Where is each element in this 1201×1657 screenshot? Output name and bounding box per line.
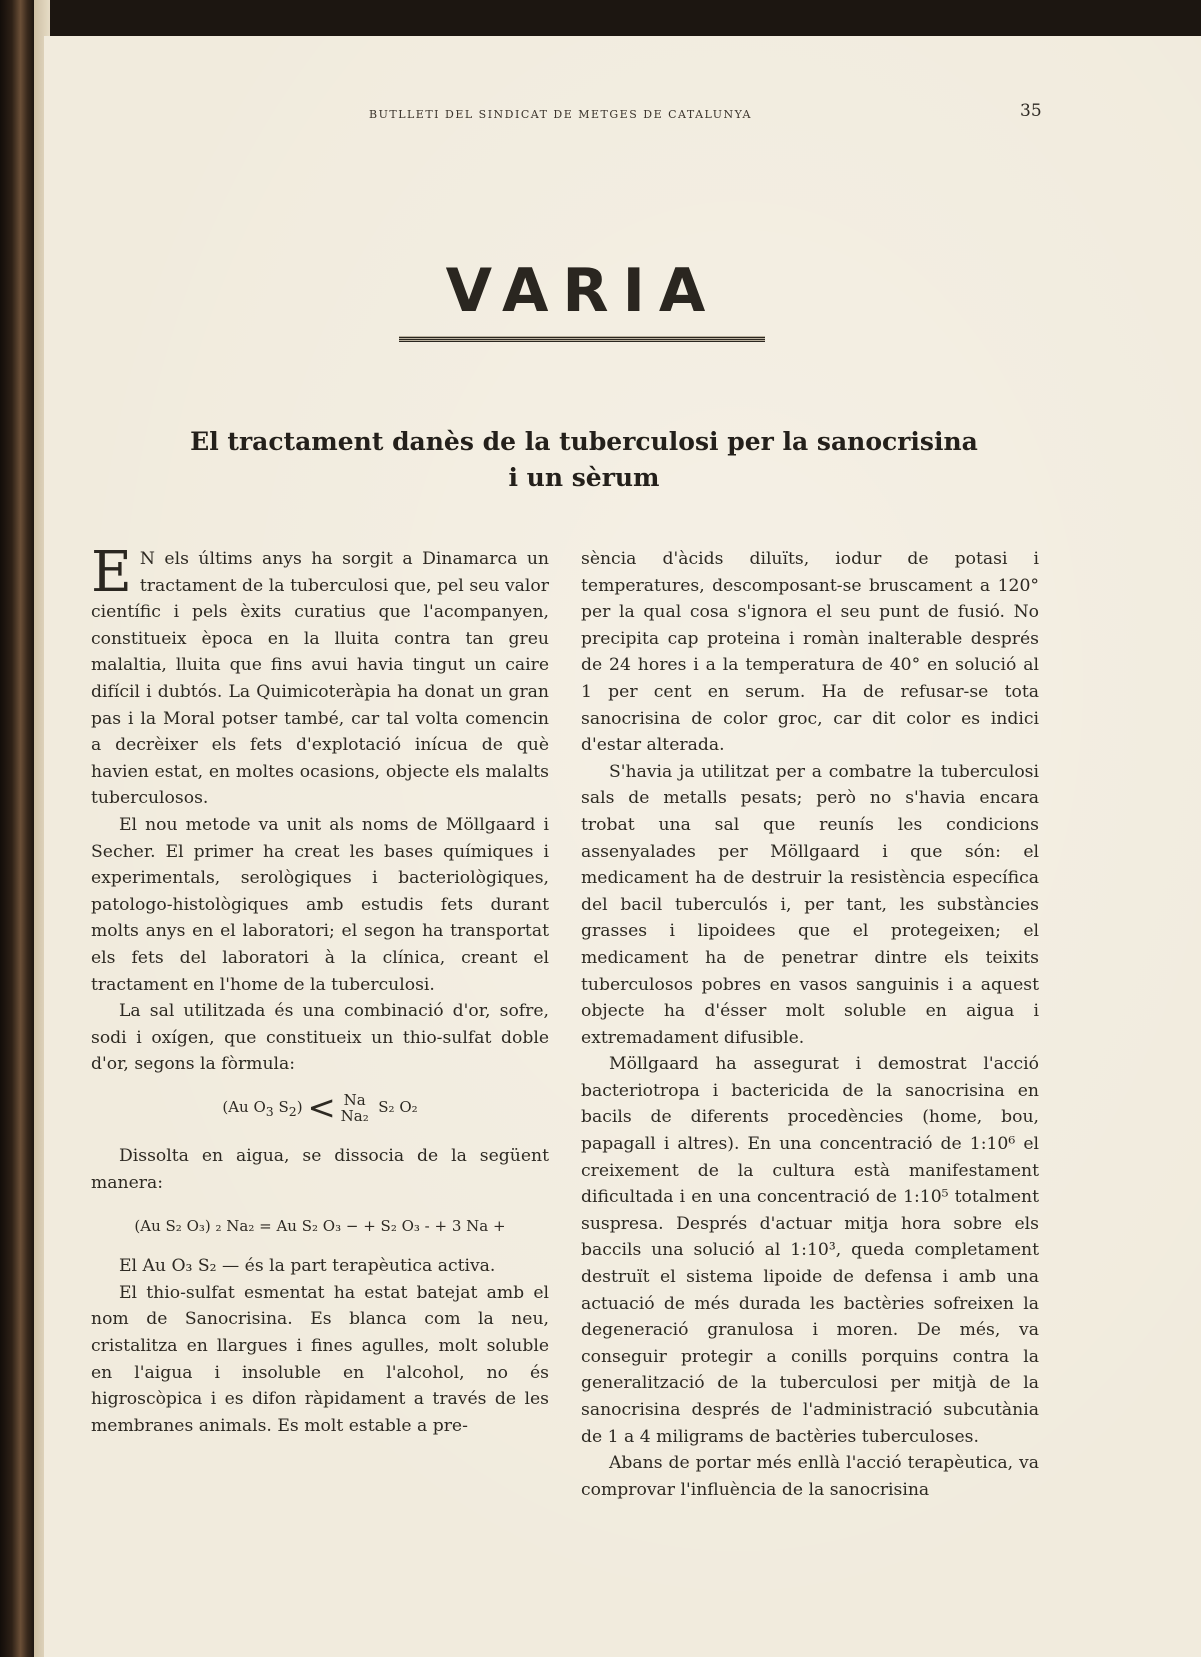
paragraph-8: S'havia ja utilitzat per a combatre la tuberculosi sals de metalls pesats; però no s'havia encara trobat una sal que reunís les condicions assenyalades per Möllgaard i que són: el medicament ha de destruir la resistència específica del bacil tuberculós i, per tant, les substàncies grasses i lipoidees que el protegeixen; el medicament ha de penetrar dintre els teixits tuberculosos pobres en vasos sanguinis i a aquest objecte ha d'ésser molt soluble en aigua i extremadament difusible. xyxy=(581,761,1039,1048)
paragraph-3: La sal utilitzada és una combinació d'or, sofre, sodi i oxígen, que constitueix un thio-sulfat doble d'or, segons la fòrmula: xyxy=(91,1001,549,1075)
article-title-line-2: i un sèrum xyxy=(508,463,660,492)
formula-1-branch: < xyxy=(307,1087,336,1128)
paragraph-5: El Au O₃ S₂ — és la part terapèutica activa. xyxy=(119,1256,496,1277)
section-title: VARIA xyxy=(445,256,720,326)
paragraph-9: Möllgaard ha assegurat i demostrat l'acció bacteriotropa i bactericida de la sanocrisina en bacils de diferents procedències (home, bou, papagall i altres). En una concentració de 1:10⁶ el creixement de la cultura està manifestament dificultada i en una concentració de 1:10⁵ totalment suspresa. Després d'actuar mitja hora sobre els baccils una solució al 1:10³, queda completament destruït el sistema lipoide de defensa i amb una actuació de més durada les bactèries sofreixen la degeneració granulosa i moren. De més, va conseguir protegir a conills porquins contra la generalització de la tuberculosi per mitjà de la sanocrisina després de l'administració subcutània de 1 a 4 miligrams de bactèries tuberculoses. xyxy=(581,1054,1039,1447)
paragraph-7: sència d'àcids diluïts, iodur de potasi i temperatures, descomposant-se bruscament a 120° per la qual cosa s'ignora el seu punt de fusió. No precipita cap proteina i romàn inalterable després de 24 hores i a la temperatura de 40° en solució al 1 per cent en serum. Ha de refusar-se tota sanocrisina de color groc, car dit color es indici d'estar alterada. xyxy=(581,549,1039,756)
article-title xyxy=(144,424,1024,496)
paragraph-10: Abans de portar més enllà l'acció terapèutica, va comprovar l'influència de la sanocrisina xyxy=(581,1453,1039,1500)
formula-2: (Au S₂ O₃) ₂ Na₂ = Au S₂ O₃ − + S₂ O₃ - + 3 Na + xyxy=(134,1216,506,1235)
formula-1-right: S₂ O₂ xyxy=(378,1097,418,1116)
left-column xyxy=(91,540,549,1439)
book-binding xyxy=(0,0,34,1657)
right-column xyxy=(581,546,1039,1503)
page-number: 35 xyxy=(1020,101,1042,121)
paragraph-6: El thio-sulfat esmentat ha estat batejat amb el nom de Sanocrisina. Es blanca com la neu, cristalitza en llargues i fines agulles, molt soluble en l'aigua i insoluble en l'alcohol, no és higroscòpica i es difon ràpidament a través de les membranes animals. Es molt estable a pre- xyxy=(91,1282,549,1436)
article-title-line-1: El tractament danès de la tuberculosi per la sanocrisina xyxy=(190,427,978,456)
scanned-page xyxy=(44,36,1201,1657)
paragraph-1-text: N els últims anys ha sorgit a Dinamarca un tractament de la tuberculosi que, pel seu valor científic i pels èxits curatius que l'acompanyen, constitueix època en la lluita contra tan greu malaltia, lluita que fins avui havia tingut un caire difícil i dubtós. La Quimicoteràpia ha donat un gran pas i la Moral potser també, car tal volta comencin a decrèixer els fets d'explotació inícua de què havien estat, en moltes ocasions, objecte els malalts tuberculosos. xyxy=(91,549,549,809)
drop-cap: E xyxy=(91,540,132,605)
formula-1-stack: Na Na₂ xyxy=(340,1090,369,1125)
formula-1 xyxy=(91,1087,549,1128)
paragraph-4: Dissolta en aigua, se dissocia de la següent manera: xyxy=(91,1146,549,1194)
paragraph-2: El nou metode va unit als noms de Möllgaard i Secher. El primer ha creat les bases químiques i experimentals, serològiques i bacteriològiques, patologo-histològiques amb estudis fets durant molts anys en el laboratori; el segon ha transportat els fets del laboratori à la clínica, creant el tractament en l'home de la tuberculosi. xyxy=(91,814,549,995)
running-head: BUTLLETI DEL SINDICAT DE METGES DE CATALUNYA xyxy=(369,108,752,121)
paragraph-1 xyxy=(91,540,549,812)
formula-1-left: (Au $O_3$ $S_2$) xyxy=(222,1097,303,1119)
section-title-rule xyxy=(399,336,765,342)
